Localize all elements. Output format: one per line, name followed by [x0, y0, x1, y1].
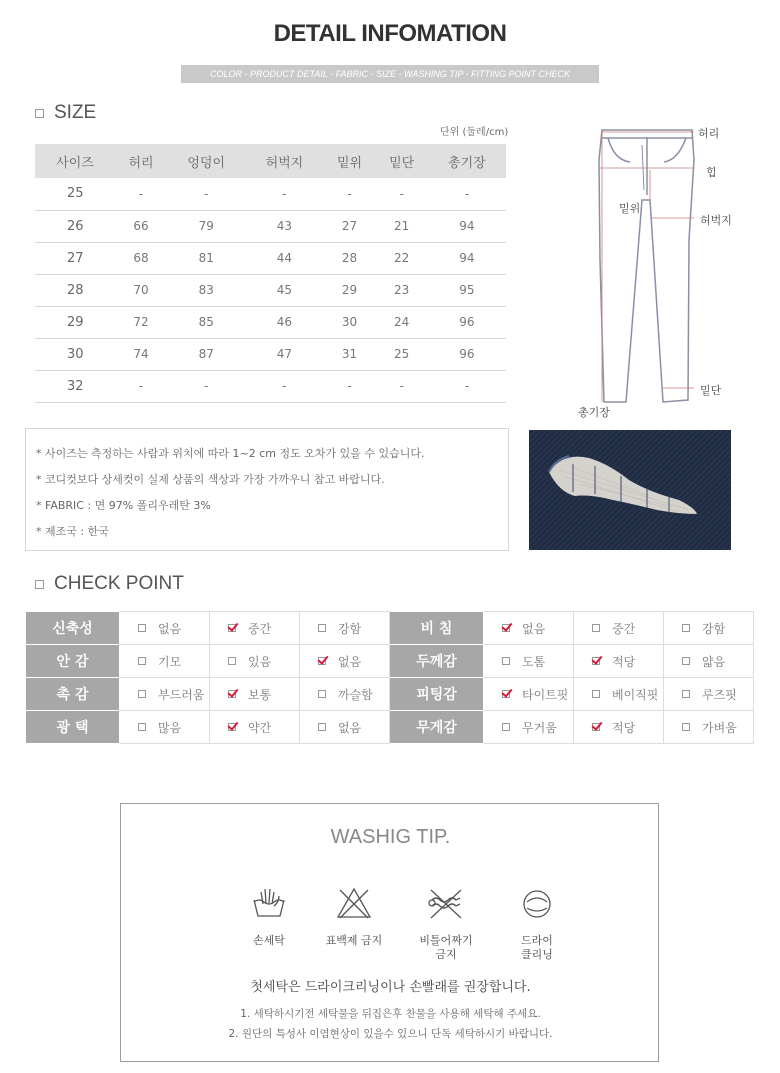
wash-item-dryclean	[497, 884, 577, 962]
size-table	[35, 144, 506, 403]
measure-cell: 23	[376, 274, 428, 306]
checkbox-icon	[138, 690, 146, 698]
wash-item-wring	[406, 884, 486, 962]
wash-label: 비틀어짜기	[419, 934, 473, 947]
label-thigh: 허벅지	[700, 214, 732, 227]
checkbox-icon	[682, 657, 690, 665]
measure-cell: 24	[376, 306, 428, 338]
checkpoint-label: 신축성	[26, 612, 120, 645]
measure-cell: 81	[167, 242, 245, 274]
size-table-header	[35, 144, 506, 178]
wash-label: 손세탁	[253, 934, 285, 947]
checkpoint-option	[574, 645, 664, 678]
option-label: 적당	[612, 654, 636, 669]
checkpoint-label: 비 침	[389, 612, 483, 645]
measure-cell: 47	[245, 338, 323, 370]
checkpoint-option	[484, 645, 574, 678]
wash-item-hand	[229, 884, 309, 948]
measure-cell: 94	[428, 242, 506, 274]
measure-cell: 96	[428, 306, 506, 338]
size-cell: 27	[35, 242, 115, 274]
checkbox-icon	[592, 690, 600, 698]
measure-cell: 68	[115, 242, 167, 274]
col-header: 엉덩이	[167, 144, 245, 178]
checkbox-icon	[682, 624, 690, 632]
checkpoint-row	[26, 678, 754, 711]
fabric-detail-photo	[529, 430, 731, 550]
measure-cell: 29	[324, 274, 376, 306]
checkpoint-option	[663, 612, 753, 645]
wash-label: 드라이	[521, 934, 553, 947]
measure-cell: 43	[245, 210, 323, 242]
col-header: 허리	[115, 144, 167, 178]
checkpoint-row	[26, 612, 754, 645]
checked-box-icon	[228, 723, 236, 731]
checked-box-icon	[228, 624, 236, 632]
option-label: 있음	[248, 654, 272, 669]
col-header: 허벅지	[245, 144, 323, 178]
wash-label: 금지	[435, 948, 457, 961]
measure-cell: 30	[324, 306, 376, 338]
label-hip: 힙	[706, 166, 717, 179]
measure-cell: 87	[167, 338, 245, 370]
option-label: 없음	[338, 654, 362, 669]
checkpoint-option	[663, 678, 753, 711]
checkpoint-table	[25, 611, 754, 744]
checkpoint-option	[120, 612, 210, 645]
label-hem: 밑단	[700, 384, 722, 397]
option-label: 없음	[522, 621, 546, 636]
measure-cell: -	[245, 178, 323, 210]
size-cell: 25	[35, 178, 115, 210]
measure-cell: -	[376, 178, 428, 210]
measure-cell: -	[245, 370, 323, 402]
measure-cell: 46	[245, 306, 323, 338]
checkpoint-option	[574, 711, 664, 744]
checkpoint-label: 촉 감	[26, 678, 120, 711]
option-label: 강함	[701, 621, 726, 636]
checkpoint-label: 피팅감	[389, 678, 483, 711]
note-line: * FABRIC : 면 97% 폴리우레탄 3%	[36, 499, 211, 512]
measure-cell: -	[428, 178, 506, 210]
option-label: 중간	[248, 621, 272, 636]
checked-box-icon	[502, 624, 510, 632]
checkbox-icon	[138, 657, 146, 665]
measure-cell: -	[115, 370, 167, 402]
checkpoint-label: 안 감	[26, 645, 120, 678]
checkpoint-row	[26, 711, 754, 744]
checkpoint-label: 두께감	[389, 645, 483, 678]
checkpoint-option	[484, 711, 574, 744]
checked-box-icon	[592, 723, 600, 731]
option-label: 강함	[338, 621, 362, 636]
option-label: 부드러움	[158, 687, 205, 702]
measure-cell: 66	[115, 210, 167, 242]
checkpoint-option	[484, 678, 574, 711]
checkpoint-row	[26, 645, 754, 678]
option-label: 도톰	[522, 654, 546, 669]
measure-cell: 31	[324, 338, 376, 370]
option-label: 기모	[158, 654, 182, 669]
option-label: 베이직핏	[612, 687, 659, 702]
jeans-measure-diagram	[570, 120, 750, 420]
measure-cell: -	[324, 178, 376, 210]
square-bullet-icon	[35, 109, 44, 118]
measure-cell: 45	[245, 274, 323, 306]
size-row	[35, 306, 506, 338]
checkpoint-option	[574, 678, 664, 711]
option-label: 적당	[612, 720, 636, 735]
size-cell: 32	[35, 370, 115, 402]
option-label: 가벼움	[701, 720, 737, 735]
note-line: * 제조국 : 한국	[36, 525, 109, 538]
size-row	[35, 338, 506, 370]
square-bullet-icon	[35, 580, 44, 589]
option-label: 무거움	[522, 720, 557, 735]
measure-cell: -	[376, 370, 428, 402]
checkbox-icon	[138, 723, 146, 731]
washing-tip-line: 1. 세탁하시기전 세탁물을 뒤집은후 찬물을 사용해 세탁해 주세요.	[240, 1008, 541, 1020]
wash-item-bleach	[314, 884, 394, 948]
measure-cell: -	[115, 178, 167, 210]
section-nav-bar: COLOR - PRODUCT DETAIL - FABRIC - SIZE - WASHING TIP - FITTING POINT CHECK	[181, 65, 599, 83]
no-bleach-icon	[334, 884, 374, 924]
col-header: 총기장	[428, 144, 506, 178]
option-label: 타이트핏	[522, 687, 569, 702]
col-header: 밑단	[376, 144, 428, 178]
measure-cell: 85	[167, 306, 245, 338]
checkpoint-option	[300, 645, 390, 678]
washing-title: WASHIG TIP.	[330, 826, 451, 848]
option-label: 보통	[248, 687, 272, 702]
dry-clean-icon	[517, 884, 557, 924]
checkpoint-option	[300, 612, 390, 645]
measure-cell: 74	[115, 338, 167, 370]
checkbox-icon	[502, 657, 510, 665]
checkpoint-option	[120, 711, 210, 744]
option-label: 중간	[612, 621, 636, 636]
measure-cell: 28	[324, 242, 376, 274]
checkbox-icon	[682, 723, 690, 731]
option-label: 없음	[158, 621, 182, 636]
washing-main-text: 첫세탁은 드라이크리닝이나 손빨래를 권장합니다.	[250, 980, 531, 995]
checkpoint-option	[300, 678, 390, 711]
measure-cell: 95	[428, 274, 506, 306]
measure-cell: -	[167, 370, 245, 402]
measure-cell: -	[167, 178, 245, 210]
checked-box-icon	[228, 690, 236, 698]
checkpoint-label: 광 택	[26, 711, 120, 744]
checkpoint-option	[210, 612, 300, 645]
label-rise: 밑위	[619, 202, 641, 215]
checkpoint-option	[663, 711, 753, 744]
checkpoint-heading: CHECK POINT	[35, 573, 184, 595]
option-label: 없음	[338, 720, 362, 735]
size-cell: 29	[35, 306, 115, 338]
checkbox-icon	[318, 624, 326, 632]
checkpoint-option	[120, 678, 210, 711]
checkpoint-option	[663, 645, 753, 678]
washing-tip-box	[120, 803, 659, 1062]
checkpoint-option	[210, 711, 300, 744]
checkbox-icon	[228, 657, 236, 665]
hand-wash-icon	[249, 884, 289, 924]
checkpoint-option	[210, 678, 300, 711]
size-heading: SIZE	[35, 102, 96, 124]
checked-box-icon	[318, 657, 326, 665]
size-cell: 26	[35, 210, 115, 242]
checkbox-icon	[592, 624, 600, 632]
measure-cell: -	[428, 370, 506, 402]
measure-cell: 25	[376, 338, 428, 370]
col-header: 밑위	[324, 144, 376, 178]
denim-texture-image	[529, 430, 731, 550]
product-notes	[25, 428, 509, 551]
measure-cell: 72	[115, 306, 167, 338]
measure-cell: -	[324, 370, 376, 402]
size-row	[35, 274, 506, 306]
size-cell: 30	[35, 338, 115, 370]
checkpoint-option	[210, 645, 300, 678]
measure-cell: 22	[376, 242, 428, 274]
option-label: 루즈핏	[701, 687, 737, 702]
measure-cell: 27	[324, 210, 376, 242]
jeans-outline-icon	[570, 120, 750, 420]
size-row	[35, 242, 506, 274]
checkpoint-label: 무게감	[389, 711, 483, 744]
wash-label: 클리닝	[521, 948, 553, 961]
col-header: 사이즈	[35, 144, 115, 178]
checked-box-icon	[502, 690, 510, 698]
checkbox-icon	[502, 723, 510, 731]
measure-cell: 44	[245, 242, 323, 274]
size-row	[35, 370, 506, 402]
measure-cell: 94	[428, 210, 506, 242]
size-cell: 28	[35, 274, 115, 306]
checkpoint-option	[120, 645, 210, 678]
size-unit-label: 단위 (둘레/cm)	[440, 127, 509, 138]
measure-cell: 96	[428, 338, 506, 370]
checkbox-icon	[682, 690, 690, 698]
checkbox-icon	[138, 624, 146, 632]
checkbox-icon	[318, 690, 326, 698]
checkbox-icon	[318, 723, 326, 731]
no-wring-icon	[426, 884, 466, 924]
option-label: 약간	[248, 720, 272, 735]
checkpoint-option	[574, 612, 664, 645]
measure-cell: 79	[167, 210, 245, 242]
size-row	[35, 178, 506, 210]
checkpoint-option	[300, 711, 390, 744]
option-label: 얇음	[701, 654, 726, 669]
size-row	[35, 210, 506, 242]
note-line: * 사이즈는 측정하는 사람과 위치에 따라 1~2 cm 정도 오차가 있을 수 있습니다.	[36, 447, 425, 460]
checkpoint-option	[484, 612, 574, 645]
page-title: DETAIL INFOMATION	[273, 20, 507, 47]
option-label: 까슬함	[338, 687, 373, 702]
measure-cell: 83	[167, 274, 245, 306]
measure-cell: 21	[376, 210, 428, 242]
option-label: 많음	[158, 720, 182, 735]
wash-label: 표백제 금지	[325, 934, 383, 947]
measure-cell: 70	[115, 274, 167, 306]
label-length: 총기장	[578, 406, 610, 419]
note-line: * 코디컷보다 상세컷이 실제 상품의 색상과 가장 가까우니 참고 바랍니다.	[36, 473, 385, 486]
washing-tip-line: 2. 원단의 특성사 이염현상이 있을수 있으니 단독 세탁하시기 바랍니다.	[228, 1028, 553, 1040]
checked-box-icon	[592, 657, 600, 665]
label-waist: 허리	[698, 127, 720, 140]
